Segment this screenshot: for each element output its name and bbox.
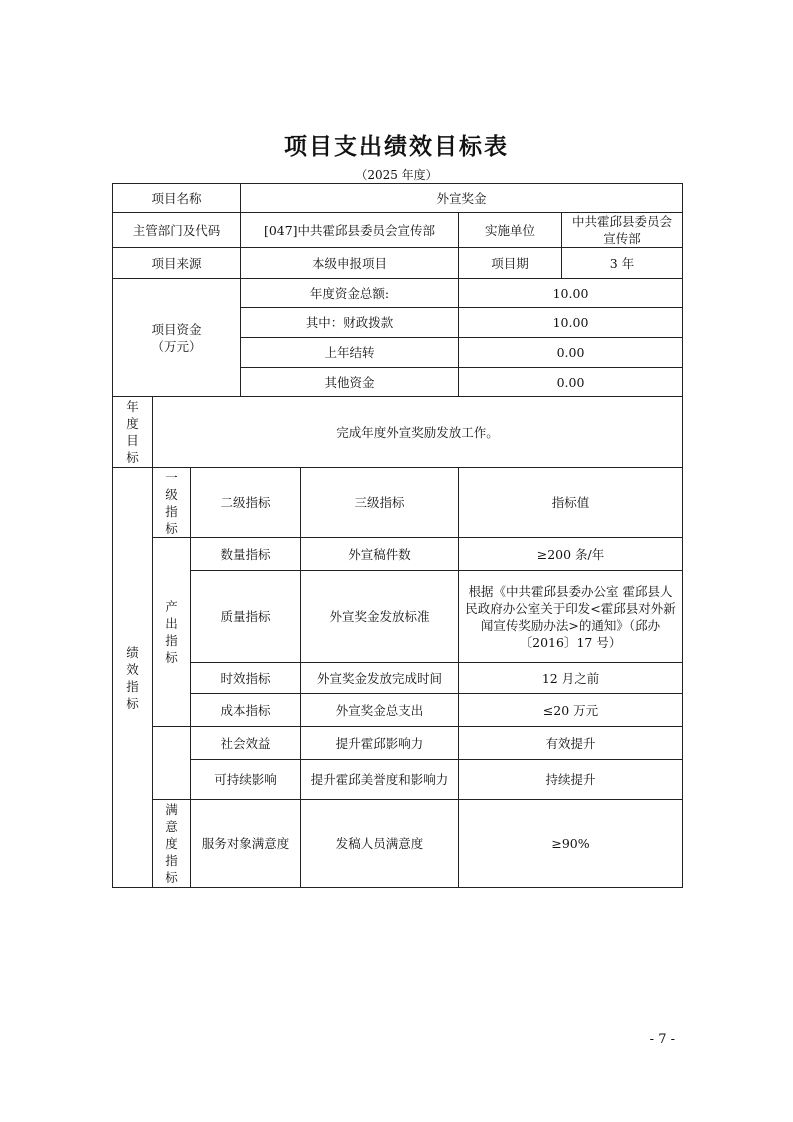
annual-goal-text: 完成年度外宣奖励发放工作。 [153,397,683,468]
header-level1: 一级指标 [153,468,191,538]
table-row [113,760,683,800]
dept-label: 主管部门及代码 [113,213,241,248]
indicator-level2: 数量指标 [191,538,301,571]
table-row [113,468,683,538]
indicator-level3: 外宣奖金发放标准 [301,571,459,663]
table-row [113,663,683,694]
funds-other-label: 其他资金 [241,368,459,397]
period-label: 项目期 [459,248,562,279]
funds-label [113,279,241,397]
indicator-level2: 时效指标 [191,663,301,694]
satisfaction-indicator-label: 满意度指标 [153,800,191,888]
period-value: 3 年 [562,248,683,279]
funds-other-value: 0.00 [459,368,683,397]
funds-label-text: 项目资金 [151,321,202,337]
header-level2: 二级指标 [191,468,301,538]
indicator-level2: 质量指标 [191,571,301,663]
indicator-value: 根据《中共霍邱县委办公室 霍邱县人民政府办公室关于印发<霍邱县对外新闻宣传奖励办法>的通知》（邱办〔2016〕17 号） [459,571,683,663]
performance-label: 绩效指标 [113,468,153,888]
source-value: 本级申报项目 [241,248,459,279]
table-row [113,213,683,248]
funds-fiscal-label: 其中：财政拨款 [241,308,459,338]
indicator-value: 持续提升 [459,760,683,800]
funds-fiscal-value: 10.00 [459,308,683,338]
page-number: - 7 - [649,1032,675,1047]
impl-unit-value: 中共霍邱县委员会宣传部 [562,213,683,248]
performance-target-table [112,183,683,888]
impl-unit-label: 实施单位 [459,213,562,248]
funds-carryover-label: 上年结转 [241,338,459,368]
indicator-level3: 外宣奖金发放完成时间 [301,663,459,694]
indicator-level3: 发稿人员满意度 [301,800,459,888]
table-row [113,694,683,727]
table-row [113,800,683,888]
indicator-value: ≥90% [459,800,683,888]
header-level3: 三级指标 [301,468,459,538]
indicator-level2: 服务对象满意度 [191,800,301,888]
table-row [113,184,683,213]
indicator-level3: 提升霍邱美誉度和影响力 [301,760,459,800]
indicator-value: 12 月之前 [459,663,683,694]
indicator-level2: 社会效益 [191,727,301,760]
annual-goal-label: 年度目标 [113,397,153,468]
header-value: 指标值 [459,468,683,538]
table-row [113,538,683,571]
table-row [113,279,683,308]
benefit-indicator-label [153,727,191,800]
funds-carryover-value: 0.00 [459,338,683,368]
page-title: 项目支出绩效目标表 [284,134,509,160]
indicator-level2: 成本指标 [191,694,301,727]
project-name-label: 项目名称 [113,184,241,213]
output-indicator-label: 产出指标 [153,538,191,727]
indicator-value: 有效提升 [459,727,683,760]
dept-value: [047]中共霍邱县委员会宣传部 [241,213,459,248]
table-row [113,397,683,468]
source-label: 项目来源 [113,248,241,279]
indicator-level2: 可持续影响 [191,760,301,800]
indicator-level3: 提升霍邱影响力 [301,727,459,760]
table-row [113,248,683,279]
indicator-value: ≥200 条/年 [459,538,683,571]
project-name-value: 外宣奖金 [241,184,683,213]
table-row [113,571,683,663]
funds-total-value: 10.00 [459,279,683,308]
page-subtitle: （2025 年度） [355,168,438,182]
funds-unit-text: （万元） [151,338,202,354]
funds-total-label: 年度资金总额: [241,279,459,308]
indicator-level3: 外宣稿件数 [301,538,459,571]
table-row [113,727,683,760]
indicator-level3: 外宣奖金总支出 [301,694,459,727]
indicator-value: ≤20 万元 [459,694,683,727]
